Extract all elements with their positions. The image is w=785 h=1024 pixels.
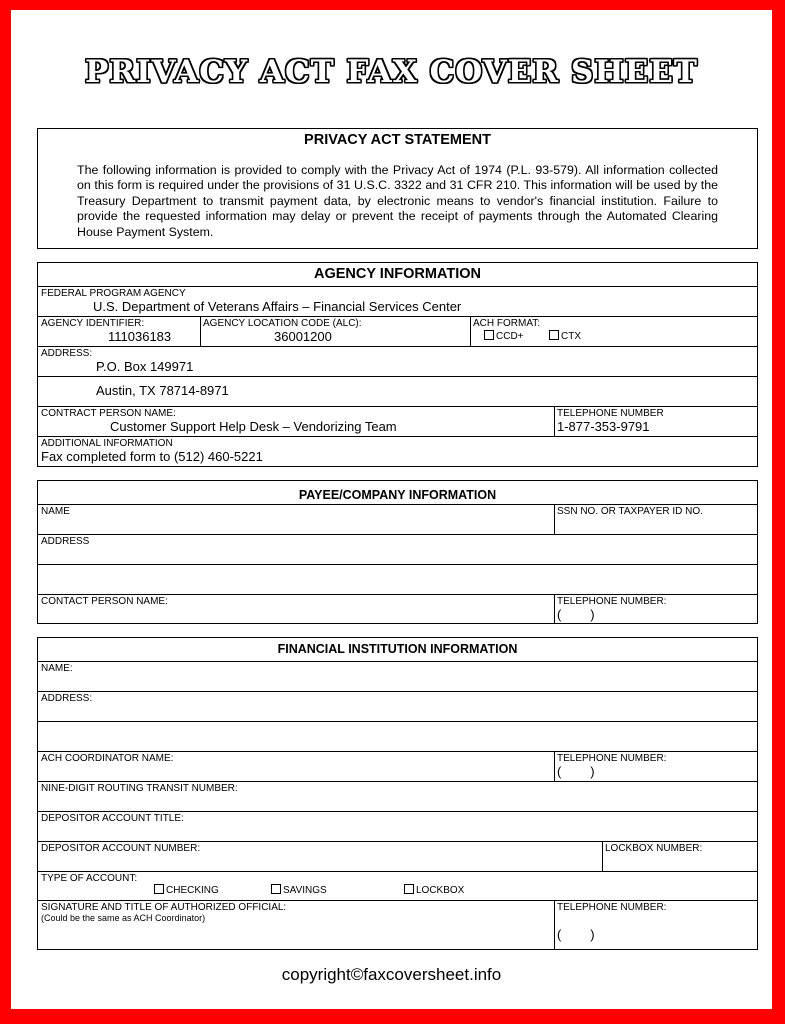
agency-telephone-label: TELEPHONE NUMBER	[557, 408, 664, 419]
checkbox-icon	[271, 884, 281, 894]
signature-note: (Could be the same as ACH Coordinator)	[41, 913, 206, 923]
ach-format-ccd-option[interactable]: CCD+	[484, 330, 524, 342]
financial-institution-box	[37, 637, 758, 950]
agency-identifier-label: AGENCY IDENTIFIER:	[41, 318, 145, 329]
account-type-lockbox-option[interactable]: LOCKBOX	[404, 884, 464, 896]
payee-telephone-field[interactable]: TELEPHONE NUMBER:	[557, 596, 667, 607]
checkbox-icon	[404, 884, 414, 894]
privacy-statement-heading: PRIVACY ACT STATEMENT	[304, 132, 491, 148]
agency-address-label: ADDRESS:	[41, 348, 93, 359]
fi-telephone-placeholder: ( )	[557, 764, 595, 779]
agency-location-code-value: 36001200	[274, 329, 332, 344]
signature-telephone-field[interactable]: TELEPHONE NUMBER:	[557, 902, 667, 913]
routing-number-field[interactable]: NINE-DIGIT ROUTING TRANSIT NUMBER:	[41, 783, 238, 794]
fi-address-field[interactable]: ADDRESS:	[41, 693, 93, 704]
fi-telephone-field[interactable]: TELEPHONE NUMBER:	[557, 753, 667, 764]
payee-ssn-field[interactable]: SSN NO. OR TAXPAYER ID NO.	[557, 506, 703, 517]
payee-address-field[interactable]: ADDRESS	[41, 536, 90, 547]
additional-information-value: Fax completed form to (512) 460-5221	[41, 449, 263, 464]
account-number-field[interactable]: DEPOSITOR ACCOUNT NUMBER:	[41, 843, 201, 854]
financial-institution-heading: FINANCIAL INSTITUTION INFORMATION	[277, 642, 518, 656]
page-title: PRIVACY ACT FAX COVER SHEET	[85, 54, 698, 90]
agency-telephone-value: 1-877-353-9791	[557, 419, 650, 434]
privacy-statement-text: The following information is provided to comply with the Privacy Act of 1974 (P.L. 93-579). All information collected on this form is required under the provisions of 31 U.S.C. 3322 and 31 CFR 210. This information will be used by the Treasury Department to transmit payment data, by electronic means to vendor's financial institution. Failure to provide the requested information may delay or prevent the receipt of payments through the Automated Clearing House Payment System.	[77, 163, 718, 239]
fi-name-field[interactable]: NAME:	[41, 663, 73, 674]
account-type-checking-option[interactable]: CHECKING	[154, 884, 219, 896]
checkbox-icon	[549, 330, 559, 340]
agency-information-heading: AGENCY INFORMATION	[313, 266, 482, 282]
lockbox-number-field[interactable]: LOCKBOX NUMBER:	[605, 843, 703, 854]
agency-address-line2: Austin, TX 78714-8971	[96, 383, 229, 398]
checkbox-icon	[154, 884, 164, 894]
privacy-statement-box	[37, 128, 758, 249]
ach-format-ctx-option[interactable]: CTX	[549, 330, 581, 342]
account-type-savings-option[interactable]: SAVINGS	[271, 884, 327, 896]
additional-information-label: ADDITIONAL INFORMATION	[41, 438, 173, 449]
ach-format-label: ACH FORMAT:	[473, 318, 541, 329]
federal-program-agency-value: U.S. Department of Veterans Affairs – Financial Services Center	[93, 299, 462, 314]
payee-contact-person-field[interactable]: CONTACT PERSON NAME:	[41, 596, 168, 607]
signature-field[interactable]: SIGNATURE AND TITLE OF AUTHORIZED OFFICIAL:	[41, 902, 287, 913]
copyright-footer: copyright©faxcoversheet.info	[281, 965, 502, 984]
contact-person-value: Customer Support Help Desk – Vendorizing Team	[110, 419, 397, 434]
agency-information-box	[37, 262, 758, 467]
contact-person-label: CONTRACT PERSON NAME:	[41, 408, 176, 419]
account-type-label: TYPE OF ACCOUNT:	[41, 873, 138, 884]
payee-information-box	[37, 480, 758, 624]
fax-cover-page	[11, 10, 772, 1009]
federal-program-agency-label: FEDERAL PROGRAM AGENCY	[41, 288, 186, 299]
agency-identifier-value: 111036183	[108, 329, 172, 344]
payee-telephone-placeholder: ( )	[557, 607, 595, 622]
payee-information-heading: PAYEE/COMPANY INFORMATION	[298, 488, 497, 502]
account-title-field[interactable]: DEPOSITOR ACCOUNT TITLE:	[41, 813, 184, 824]
agency-address-line1: P.O. Box 149971	[96, 359, 194, 374]
payee-name-field[interactable]: NAME	[41, 506, 70, 517]
ach-coordinator-field[interactable]: ACH COORDINATOR NAME:	[41, 753, 174, 764]
checkbox-icon	[484, 330, 494, 340]
agency-location-code-label: AGENCY LOCATION CODE (ALC):	[203, 318, 362, 329]
signature-telephone-placeholder: ( )	[557, 927, 595, 942]
